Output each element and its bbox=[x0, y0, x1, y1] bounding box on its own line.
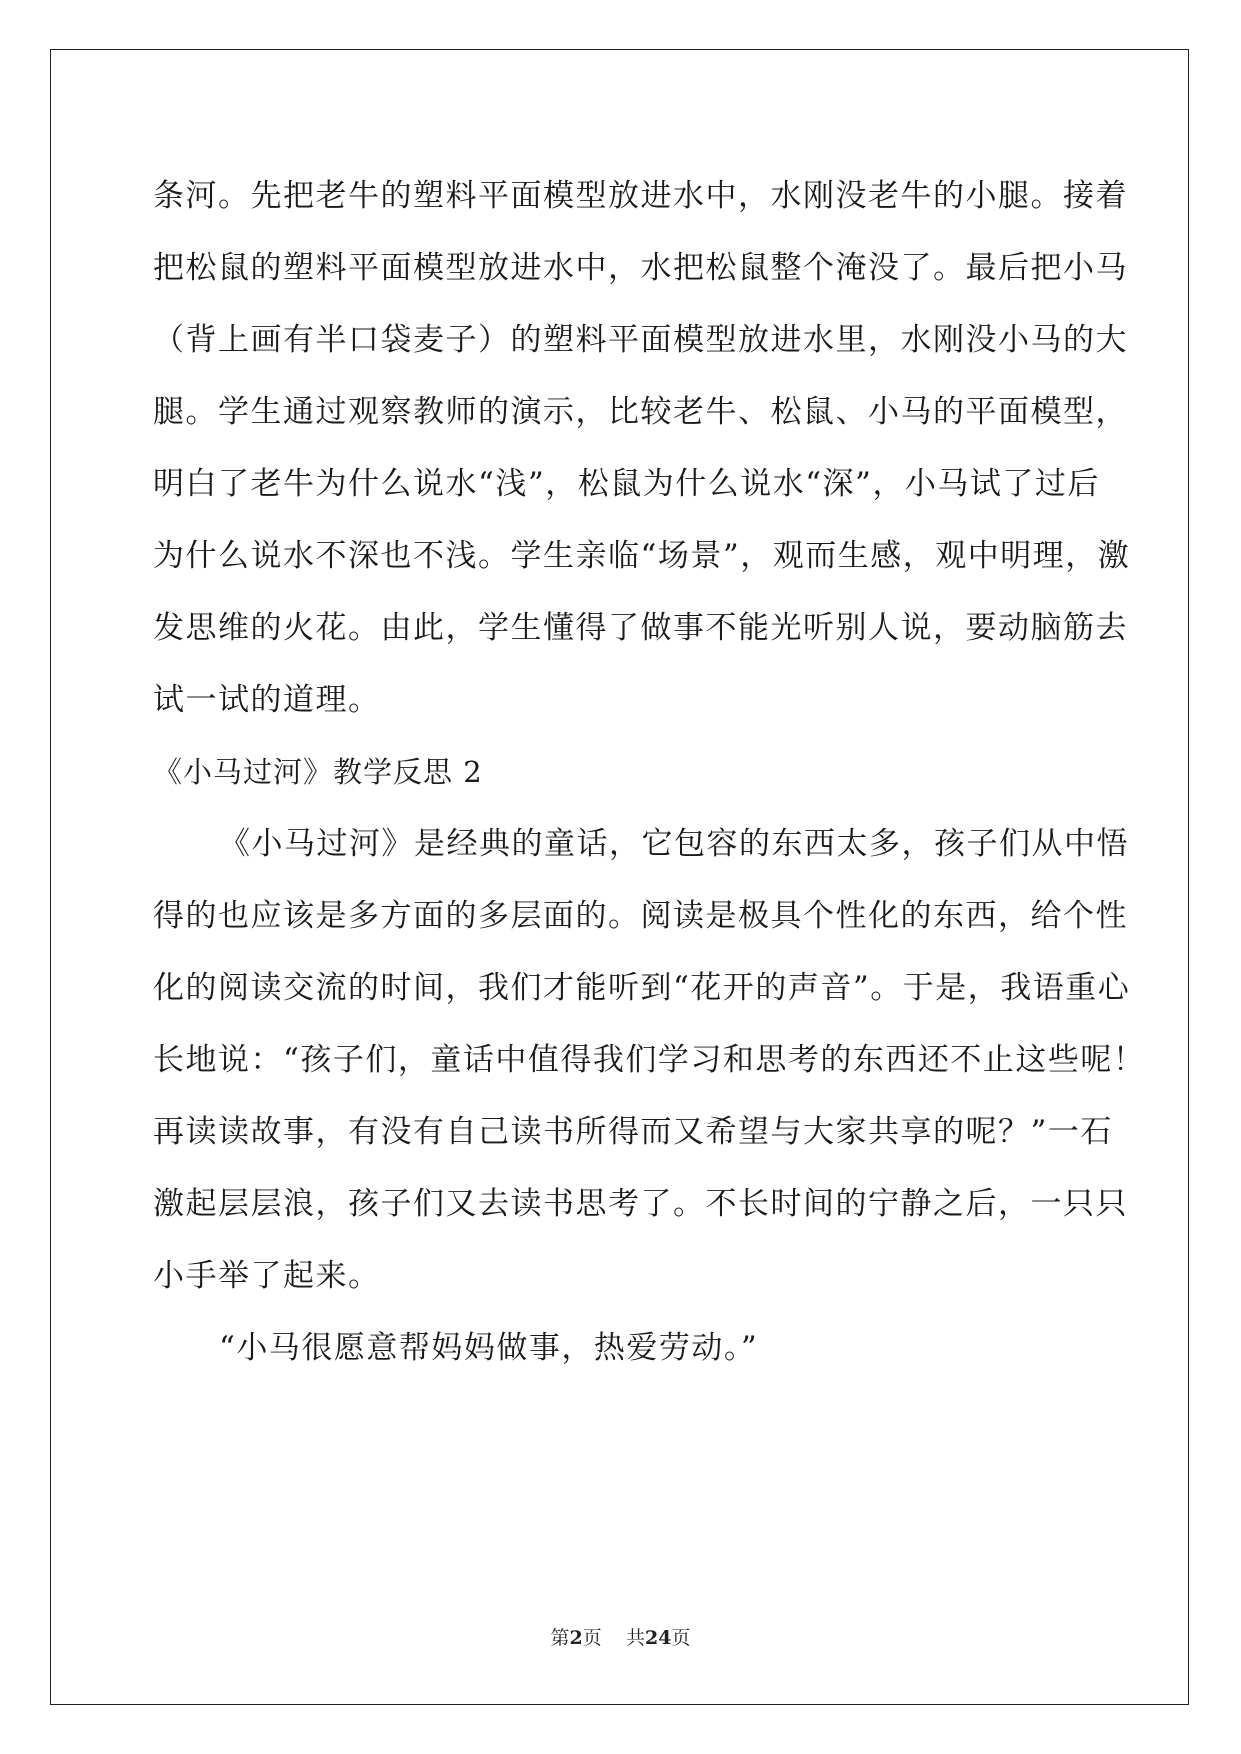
text-line: 发思维的火花。由此，学生懂得了做事不能光听别人说，要动脑筋去 bbox=[153, 610, 1128, 646]
text-line: 条河。先把老牛的塑料平面模型放进水中，水刚没老牛的小腿。接着 bbox=[153, 178, 1128, 214]
text-line: 试一试的道理。 bbox=[153, 682, 381, 718]
total-suffix: 页 bbox=[671, 1627, 691, 1649]
text-line: 腿。学生通过观察教师的演示，比较老牛、松鼠、小马的平面模型， bbox=[153, 394, 1128, 430]
page-number: 2 bbox=[569, 1627, 583, 1649]
total-prefix: 共 bbox=[625, 1627, 645, 1649]
page-suffix: 页 bbox=[582, 1627, 602, 1649]
text-line: 为什么说水不深也不浅。学生亲临“场景”，观而生感，观中明理，激 bbox=[153, 538, 1131, 574]
text-line: 激起层层浪，孩子们又去读书思考了。不长时间的宁静之后，一只只 bbox=[153, 1186, 1128, 1222]
text-line: 再读读故事，有没有自己读书所得而又希望与大家共享的呢？”一石 bbox=[153, 1114, 1113, 1150]
paragraph-reflection bbox=[153, 808, 1146, 1312]
text-line: 小手举了起来。 bbox=[153, 1258, 381, 1294]
text-line: 明白了老牛为什么说水“浅”，松鼠为什么说水“深”，小马试了过后 bbox=[153, 466, 1100, 502]
text-line: （背上画有半口袋麦子）的塑料平面模型放进水里，水刚没小马的大 bbox=[153, 322, 1128, 358]
paragraph-continued bbox=[153, 160, 1131, 736]
page-footer bbox=[0, 1626, 1241, 1650]
total-pages: 24 bbox=[644, 1627, 672, 1649]
section-heading: 《小马过河》教学反思 2 bbox=[153, 755, 483, 789]
text-line: 长地说：“孩子们，童话中值得我们学习和思考的东西还不止这些呢！ bbox=[153, 1042, 1146, 1078]
text-line: 化的阅读交流的时间，我们才能听到“花开的声音”。于是，我语重心 bbox=[153, 970, 1131, 1006]
text-line: 《小马过河》是经典的童话，它包容的东西太多，孩子们从中悟 bbox=[219, 826, 1129, 862]
text-line: 把松鼠的塑料平面模型放进水中，水把松鼠整个淹没了。最后把小马 bbox=[153, 250, 1128, 286]
document-body bbox=[153, 160, 1146, 1384]
text-line: 得的也应该是多方面的多层面的。阅读是极具个性化的东西，给个性 bbox=[153, 898, 1128, 934]
page-prefix: 第 bbox=[550, 1627, 570, 1649]
quote-line: “小马很愿意帮妈妈做事，热爱劳动。” bbox=[219, 1330, 759, 1366]
